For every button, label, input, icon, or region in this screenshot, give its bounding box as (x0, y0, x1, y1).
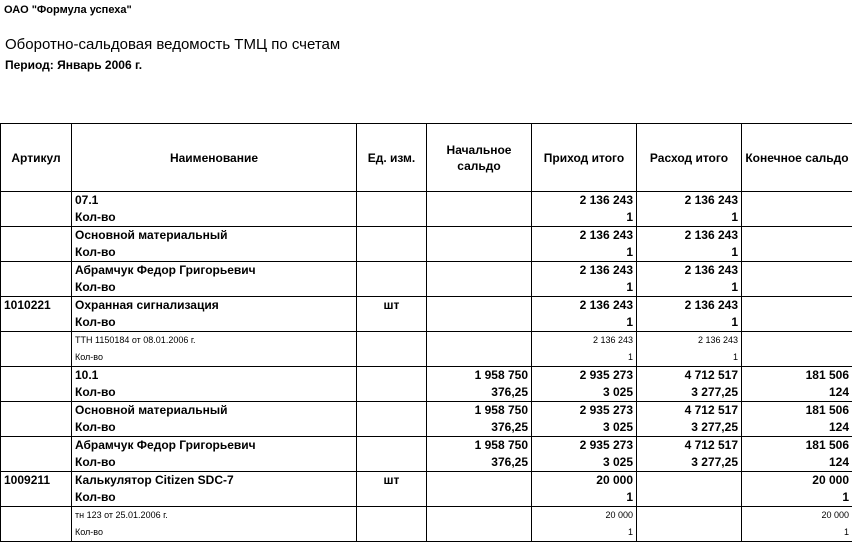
cell-opening (427, 192, 532, 227)
table-row (1, 332, 852, 367)
cell-unit: шт (357, 297, 427, 332)
cell-opening: 1 958 750 376,25 (427, 402, 532, 437)
cell-opening (427, 472, 532, 507)
table-row (1, 437, 852, 472)
cell-income: 2 136 243 1 (532, 297, 637, 332)
cell-expense: 4 712 517 3 277,25 (637, 402, 742, 437)
cell-name: Основной материальный Кол-во (72, 227, 357, 262)
cell-name: Калькулятор Citizen SDC-7 Кол-во (72, 472, 357, 507)
col-header-expense: Расход итого (637, 124, 742, 192)
cell-name: 07.1 Кол-во (72, 192, 357, 227)
cell-article: 1009211 (1, 472, 72, 507)
cell-opening (427, 332, 532, 367)
cell-opening (427, 507, 532, 542)
cell-closing (742, 192, 852, 227)
cell-unit: шт (357, 472, 427, 507)
cell-name: Абрамчук Федор Григорьевич Кол-во (72, 262, 357, 297)
cell-opening: 1 958 750 376,25 (427, 437, 532, 472)
cell-article (1, 192, 72, 227)
cell-expense: 4 712 517 3 277,25 (637, 367, 742, 402)
cell-article (1, 437, 72, 472)
col-header-opening: Начальное сальдо (427, 124, 532, 192)
cell-income: 2 136 243 1 (532, 192, 637, 227)
table-row (1, 227, 852, 262)
col-header-name: Наименование (72, 124, 357, 192)
cell-article (1, 262, 72, 297)
cell-income: 2 935 273 3 025 (532, 437, 637, 472)
cell-opening: 1 958 750 376,25 (427, 367, 532, 402)
cell-income: 20 000 1 (532, 472, 637, 507)
cell-opening (427, 227, 532, 262)
cell-expense (637, 507, 742, 542)
table-row (1, 262, 852, 297)
cell-expense: 2 136 243 1 (637, 297, 742, 332)
cell-name: тн 123 от 25.01.2006 г. Кол-во (72, 507, 357, 542)
col-header-unit: Ед. изм. (357, 124, 427, 192)
cell-income: 2 136 243 1 (532, 262, 637, 297)
company-name: ОАО "Формула успеха" (4, 4, 132, 16)
cell-name: 10.1 Кол-во (72, 367, 357, 402)
cell-unit (357, 262, 427, 297)
cell-name: ТТН 1150184 от 08.01.2006 г. Кол-во (72, 332, 357, 367)
cell-income: 20 000 1 (532, 507, 637, 542)
cell-unit (357, 507, 427, 542)
cell-unit (357, 402, 427, 437)
cell-closing: 181 506 124 (742, 437, 852, 472)
table-row (1, 192, 852, 227)
cell-article (1, 402, 72, 437)
table-header-row (1, 124, 852, 192)
table-row (1, 507, 852, 542)
cell-expense: 2 136 243 1 (637, 227, 742, 262)
cell-article (1, 332, 72, 367)
cell-closing: 181 506 124 (742, 402, 852, 437)
cell-closing: 20 000 1 (742, 507, 852, 542)
cell-article (1, 507, 72, 542)
cell-opening (427, 297, 532, 332)
table-row (1, 367, 852, 402)
col-header-article: Артикул (1, 124, 72, 192)
table-row (1, 402, 852, 437)
cell-income: 2 136 243 1 (532, 227, 637, 262)
cell-unit (357, 227, 427, 262)
table-row (1, 472, 852, 507)
cell-income: 2 136 243 1 (532, 332, 637, 367)
col-header-income: Приход итого (532, 124, 637, 192)
cell-closing (742, 262, 852, 297)
cell-article: 1010221 (1, 297, 72, 332)
cell-closing: 181 506 124 (742, 367, 852, 402)
cell-name: Охранная сигнализация Кол-во (72, 297, 357, 332)
cell-expense: 4 712 517 3 277,25 (637, 437, 742, 472)
cell-closing (742, 332, 852, 367)
report-table (0, 123, 852, 542)
col-header-closing: Конечное сальдо (742, 124, 852, 192)
cell-article (1, 227, 72, 262)
cell-income: 2 935 273 3 025 (532, 367, 637, 402)
cell-closing: 20 000 1 (742, 472, 852, 507)
report-title: Оборотно-сальдовая ведомость ТМЦ по счетам (5, 36, 340, 53)
cell-unit (357, 192, 427, 227)
cell-closing (742, 297, 852, 332)
cell-expense: 2 136 243 1 (637, 262, 742, 297)
cell-article (1, 367, 72, 402)
report-period: Период: Январь 2006 г. (5, 58, 142, 72)
cell-closing (742, 227, 852, 262)
cell-name: Абрамчук Федор Григорьевич Кол-во (72, 437, 357, 472)
cell-name: Основной материальный Кол-во (72, 402, 357, 437)
cell-unit (357, 367, 427, 402)
cell-expense: 2 136 243 1 (637, 332, 742, 367)
cell-expense (637, 472, 742, 507)
cell-unit (357, 437, 427, 472)
cell-income: 2 935 273 3 025 (532, 402, 637, 437)
cell-opening (427, 262, 532, 297)
cell-unit (357, 332, 427, 367)
cell-expense: 2 136 243 1 (637, 192, 742, 227)
table-row (1, 297, 852, 332)
